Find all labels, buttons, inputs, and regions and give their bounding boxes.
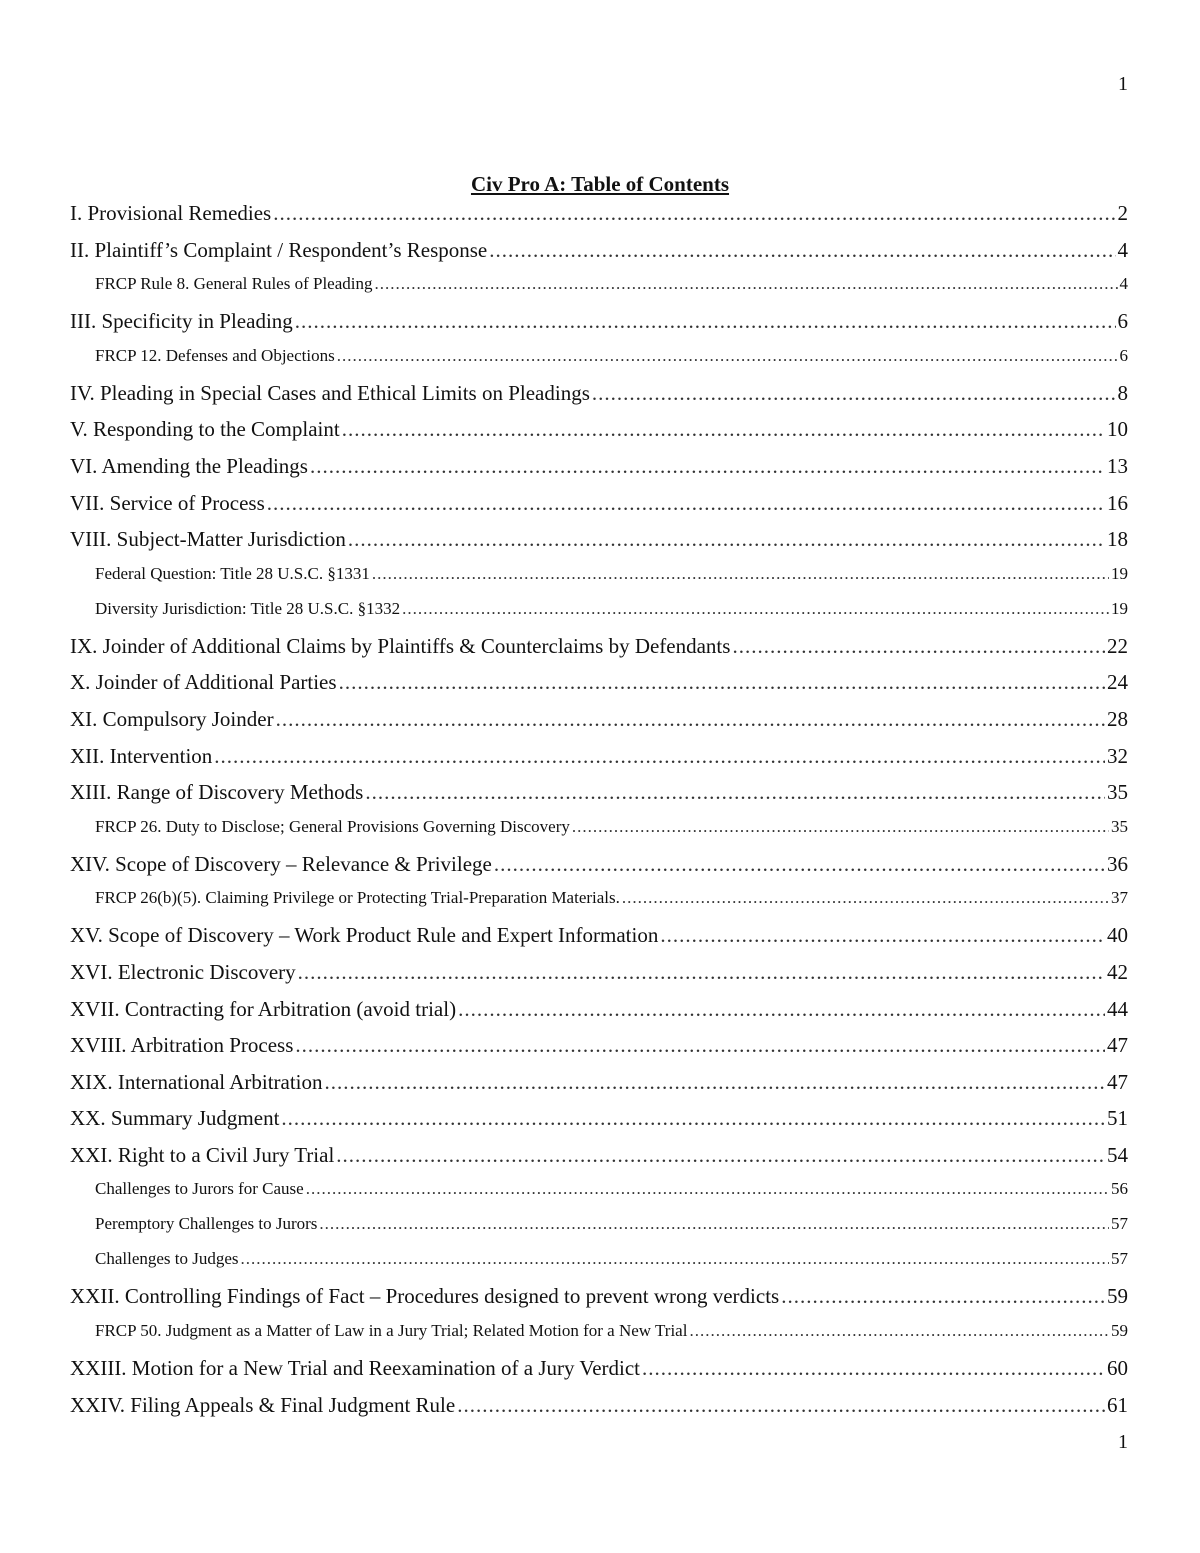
dot-leader [572,816,1109,838]
dot-leader [295,1032,1105,1058]
toc-entry-page-number: 47 [1107,1033,1128,1058]
toc-entry-page-number: 22 [1107,633,1128,658]
toc-entry-title: XI. Compulsory Joinder [70,706,274,731]
toc-entry[interactable] [70,490,1128,527]
toc-entry-page-number: 42 [1107,959,1128,984]
dot-leader [365,779,1105,805]
toc-entry-title: XIII. Range of Discovery Methods [70,780,364,805]
dot-leader [348,526,1105,552]
toc-entry-title: XX. Summary Judgment [70,1106,280,1131]
dot-leader [781,1283,1105,1309]
toc-entry[interactable] [70,851,1128,888]
toc-entry-page-number: 40 [1107,923,1128,948]
toc-entry-title: X. Joinder of Additional Parties [70,670,337,695]
toc-subentry[interactable] [70,1248,1128,1283]
toc-entry-title: FRCP Rule 8. General Rules of Pleading [95,274,373,294]
toc-entry[interactable] [70,706,1128,743]
toc-entry-page-number: 10 [1107,417,1128,442]
toc-entry-page-number: 57 [1111,1249,1128,1269]
dot-leader [325,1069,1105,1095]
toc-entry-title: XV. Scope of Discovery – Work Product Rule and Expert Information [70,923,659,948]
dot-leader [689,1320,1109,1342]
dot-leader [372,563,1109,585]
dot-leader [337,345,1118,367]
toc-entry-page-number: 51 [1107,1106,1128,1131]
toc-entry-title: Challenges to Jurors for Cause [95,1179,304,1199]
toc-subentry[interactable] [70,1178,1128,1213]
toc-entry-title: FRCP 26. Duty to Disclose; General Provisions Governing Discovery [95,816,570,836]
toc-entry-page-number: 19 [1111,563,1128,583]
toc-entry-page-number: 56 [1111,1179,1128,1199]
toc-entry-page-number: 32 [1107,743,1128,768]
toc-entry[interactable] [70,743,1128,780]
toc-entry-page-number: 54 [1107,1142,1128,1167]
toc-subentry[interactable] [70,1213,1128,1248]
toc-entry-title: IV. Pleading in Special Cases and Ethical Limits on Pleadings [70,380,590,405]
toc-subentry[interactable] [70,887,1128,922]
dot-leader [622,887,1109,909]
toc-entry-title: VII. Service of Process [70,490,265,515]
toc-entry-title: VI. Amending the Pleadings [70,453,308,478]
toc-entry-title: Challenges to Judges [95,1249,239,1269]
dot-leader [592,380,1116,406]
dot-leader [276,706,1105,732]
toc-entry-title: XIX. International Arbitration [70,1069,323,1094]
dot-leader [494,851,1105,877]
toc-entry-title: FRCP 26(b)(5). Claiming Privilege or Protecting Trial-Preparation Materials. [95,888,620,908]
footer-page-number: 1 [1118,1431,1128,1453]
dot-leader [342,416,1105,442]
dot-leader [660,922,1105,948]
toc-entry-page-number: 60 [1107,1356,1128,1381]
toc-subentry[interactable] [70,816,1128,851]
toc-entry-title: XVIII. Arbitration Process [70,1033,294,1058]
dot-leader [457,1392,1105,1418]
toc-entry[interactable] [70,200,1128,237]
toc-entry[interactable] [70,237,1128,274]
toc-entry-page-number: 6 [1119,345,1128,365]
toc-entry-title: Diversity Jurisdiction: Title 28 U.S.C. §1332 [95,598,401,618]
toc-subentry[interactable] [70,563,1128,598]
toc-subentry[interactable] [70,598,1128,633]
toc-entry-page-number: 13 [1107,453,1128,478]
toc-entry-page-number: 8 [1117,380,1128,405]
toc-entry[interactable] [70,308,1128,345]
toc-entry-title: VIII. Subject-Matter Jurisdiction [70,527,346,552]
dot-leader [642,1355,1105,1381]
toc-entry-title: III. Specificity in Pleading [70,309,293,334]
header-page-number: 1 [1118,73,1128,95]
toc-entry-title: XVII. Contracting for Arbitration (avoid trial) [70,996,457,1021]
toc-entry-title: XXII. Controlling Findings of Fact – Procedures designed to prevent wrong verdicts [70,1284,780,1309]
toc-entry[interactable] [70,669,1128,706]
toc-entry[interactable] [70,1392,1128,1429]
dot-leader [458,996,1105,1022]
toc-entry-title: XII. Intervention [70,743,213,768]
toc-entry-title: XXIV. Filing Appeals & Final Judgment Rule [70,1392,456,1417]
dot-leader [214,743,1105,769]
toc-entry-page-number: 36 [1107,851,1128,876]
toc-entry-title: II. Plaintiff’s Complaint / Respondent’s Response [70,237,488,262]
dot-leader [281,1105,1105,1131]
dot-leader [375,273,1118,295]
toc-entry[interactable] [70,416,1128,453]
dot-leader [267,490,1105,516]
dot-leader [310,453,1105,479]
toc-entry-title: Peremptory Challenges to Jurors [95,1214,318,1234]
toc-entry[interactable] [70,959,1128,996]
toc-entry[interactable] [70,633,1128,670]
toc-entry-page-number: 47 [1107,1069,1128,1094]
toc-entry-page-number: 59 [1107,1284,1128,1309]
toc-subentry[interactable] [70,1320,1128,1355]
toc-entry[interactable] [70,526,1128,563]
dot-leader [402,598,1109,620]
toc-entry-title: XXI. Right to a Civil Jury Trial [70,1142,335,1167]
dot-leader [273,200,1115,226]
dot-leader [732,633,1105,659]
toc-entry-title: I. Provisional Remedies [70,201,272,225]
toc-subentry[interactable] [70,273,1128,308]
toc-entry-page-number: 28 [1107,706,1128,731]
toc-entry-page-number: 4 [1119,274,1128,294]
toc-entry-page-number: 61 [1107,1392,1128,1417]
toc-entry[interactable] [70,1105,1128,1142]
toc-entry[interactable] [70,1032,1128,1069]
dot-leader [339,669,1105,695]
toc-entry-page-number: 18 [1107,527,1128,552]
toc-entry-title: FRCP 50. Judgment as a Matter of Law in a Jury Trial; Related Motion for a New Trial [95,1321,688,1341]
toc-entry-title: XIV. Scope of Discovery – Relevance & Privilege [70,851,492,876]
toc-entry[interactable] [70,1069,1128,1106]
toc-entry-page-number: 19 [1111,598,1128,618]
toc-entry-page-number: 16 [1107,490,1128,515]
dot-leader [489,237,1115,263]
toc-entry[interactable] [70,1142,1128,1179]
toc-entry[interactable] [70,453,1128,490]
toc-entry-page-number: 57 [1111,1214,1128,1234]
dot-leader [306,1178,1109,1200]
toc-entry-page-number: 4 [1117,237,1128,262]
toc-entry[interactable] [70,922,1128,959]
toc-subentry[interactable] [70,345,1128,380]
toc-entry-page-number: 6 [1117,309,1128,334]
toc-entry-title: V. Responding to the Complaint [70,417,340,442]
toc-entry-page-number: 44 [1107,996,1128,1021]
toc-entry[interactable] [70,1283,1128,1320]
table-of-contents [70,200,1128,1428]
dot-leader [241,1248,1109,1270]
toc-entry-title: IX. Joinder of Additional Claims by Plaintiffs & Counterclaims by Defendants [70,633,731,658]
toc-entry-page-number: 35 [1111,816,1128,836]
dot-leader [336,1142,1105,1168]
dot-leader [295,308,1116,334]
toc-entry[interactable] [70,380,1128,417]
toc-entry[interactable] [70,779,1128,816]
toc-entry[interactable] [70,1355,1128,1392]
toc-entry[interactable] [70,996,1128,1033]
toc-entry-title: FRCP 12. Defenses and Objections [95,345,335,365]
toc-entry-page-number: 37 [1111,888,1128,908]
toc-entry-title: Federal Question: Title 28 U.S.C. §1331 [95,563,370,583]
toc-entry-page-number: 24 [1107,670,1128,695]
toc-entry-page-number: 59 [1111,1321,1128,1341]
dot-leader [319,1213,1109,1235]
toc-entry-title: XVI. Electronic Discovery [70,959,296,984]
dot-leader [298,959,1105,985]
toc-entry-page-number: 35 [1107,780,1128,805]
document-title: Civ Pro A: Table of Contents [470,172,730,196]
toc-entry-page-number: 2 [1117,201,1128,225]
toc-entry-title: XXIII. Motion for a New Trial and Reexamination of a Jury Verdict [70,1356,640,1381]
